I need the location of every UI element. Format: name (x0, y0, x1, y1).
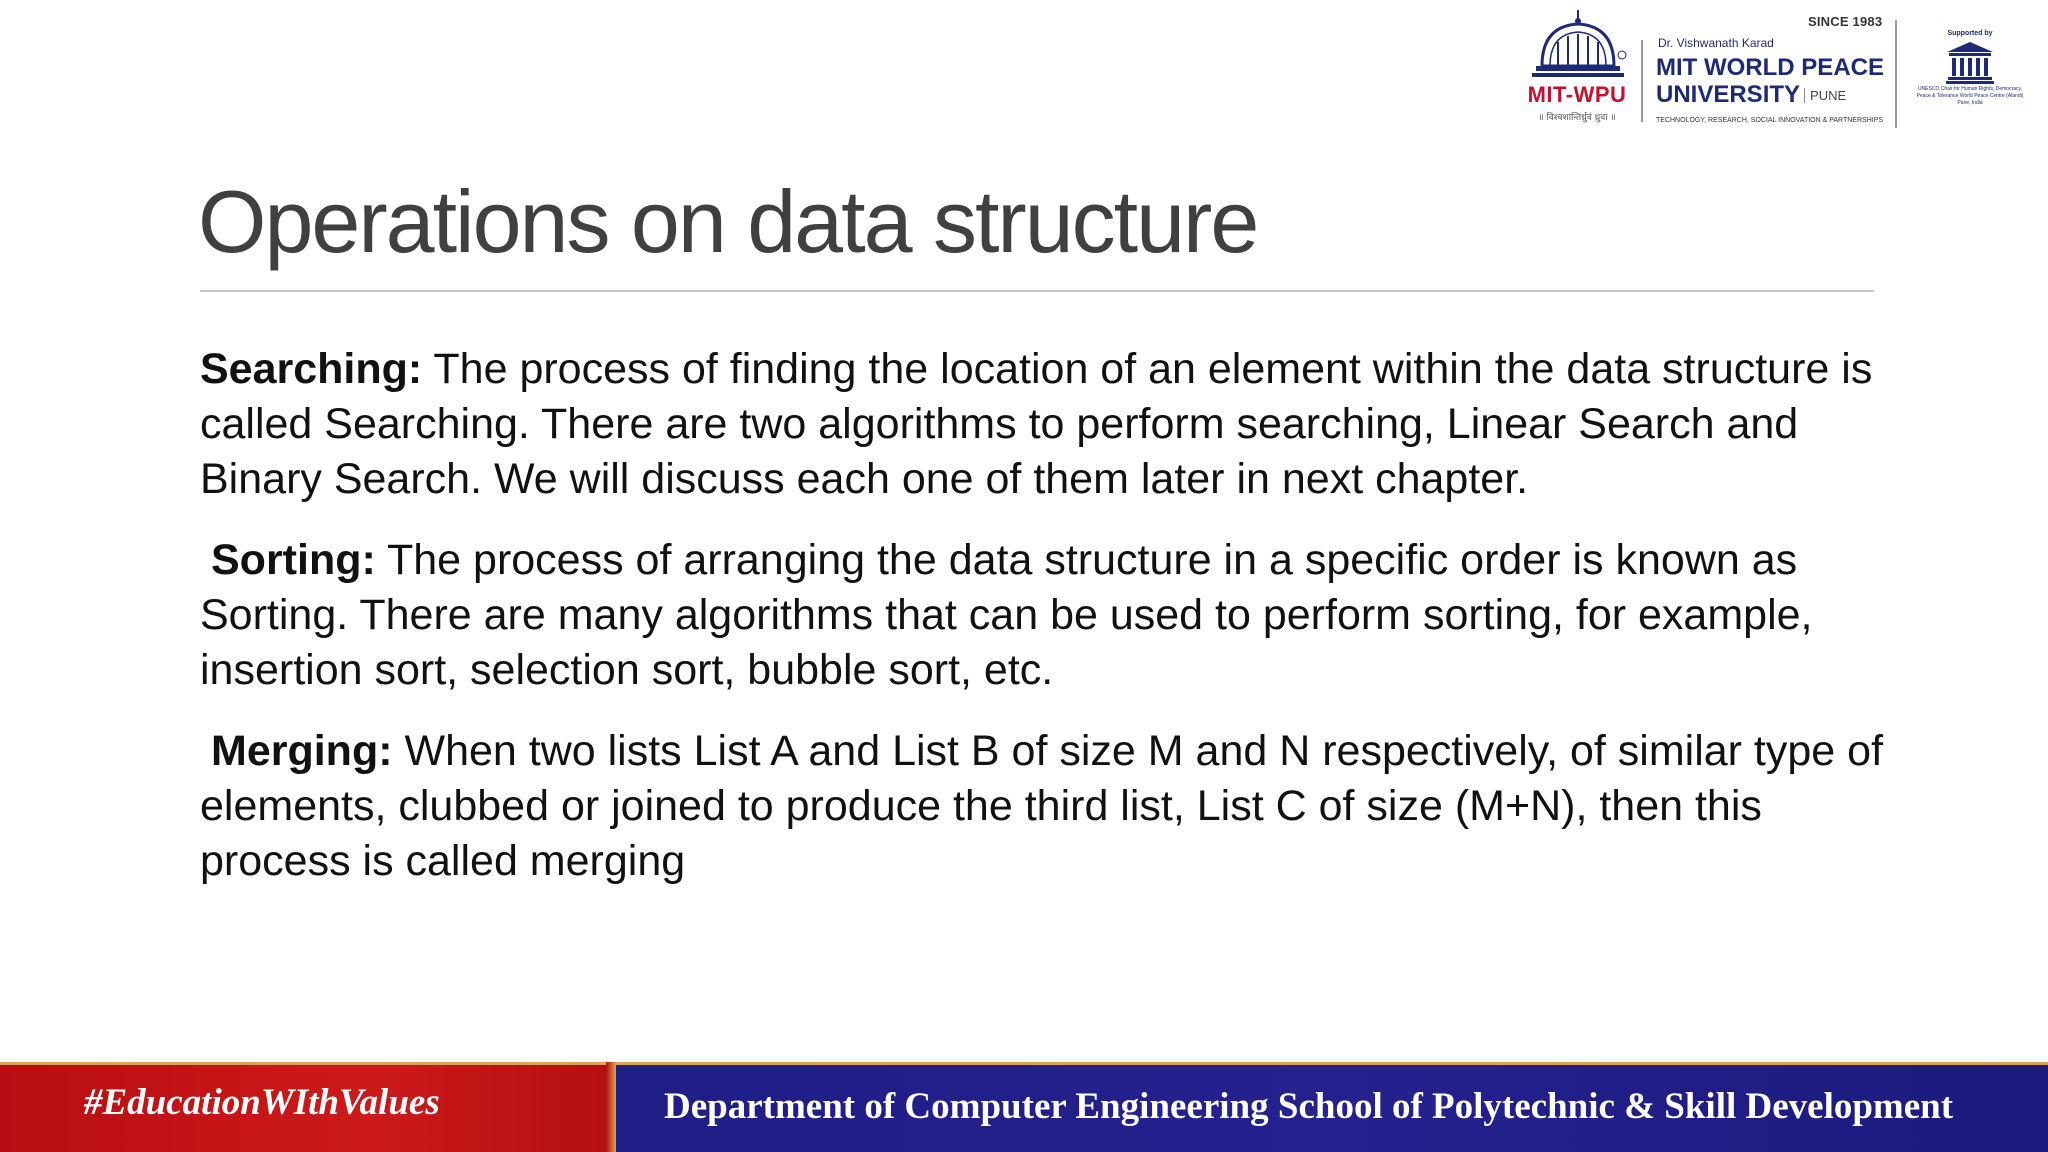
paragraph-text: The process of arranging the data structure in a specific order is known as Sorting. There are many algorithms that can be used to perform sorting, for example, insertion sort, selection sort, bubble sort, etc. (200, 536, 1813, 694)
dome-emblem-icon (1528, 8, 1628, 86)
city-label: PUNE (1804, 88, 1846, 103)
paragraph-searching (200, 342, 1920, 507)
footer-banner (0, 1062, 2048, 1152)
term-label: Merging: (211, 727, 393, 775)
footer-hashtag-panel (0, 1062, 614, 1152)
term-label: Searching: (200, 345, 423, 393)
slide-title: Operations on data structure (198, 172, 1258, 271)
since-label: SINCE 1983 (1808, 14, 1883, 29)
paragraph-text: When two lists List A and List B of size M and N respectively, of similar type of elements, clubbed or joined to produce the third list, List C of size (M+N), then this process is called merging (200, 727, 1884, 885)
paragraph-sorting (200, 533, 1920, 698)
university-name-block (1656, 36, 1886, 124)
supported-by-label: Supported by (1947, 30, 1993, 37)
unesco-temple-icon (1945, 40, 1995, 84)
mit-wpu-acronym: MIT-WPU (1527, 82, 1627, 107)
university-name-line2 (1656, 81, 1886, 109)
university-name-line1: MIT WORLD PEACE (1656, 54, 1884, 81)
footer-department-panel (616, 1062, 2048, 1152)
university-name-line2-text: UNIVERSITY (1656, 81, 1801, 108)
slide-body (200, 342, 1920, 915)
paragraph-merging (200, 724, 1920, 889)
title-divider (200, 290, 1874, 292)
unesco-chair-text: UNESCO Chair for Human Rights, Democracy, Peace & Tolerance World Peace Centre (Alandi) Pune, India (1916, 86, 2024, 106)
footer-separator (606, 1062, 616, 1152)
mit-wpu-logo (1520, 8, 1635, 128)
logo-divider (1641, 40, 1643, 122)
founder-name: Dr. Vishwanath Karad (1658, 36, 1774, 50)
university-subtitle: TECHNOLOGY, RESEARCH, SOCIAL INNOVATION & PARTNERSHIPS (1656, 117, 1884, 125)
department-label: Department of Computer Engineering School of Polytechnic & Skill Development (664, 1086, 1954, 1127)
term-label: Sorting: (211, 536, 376, 584)
logo-divider (1895, 20, 1897, 128)
mit-wpu-tagline: ॥ विश्वशान्तिर्ध्रुवं ध्रुवा ॥ (1538, 113, 1616, 123)
hashtag-label: #EducationWIthValues (84, 1082, 440, 1123)
paragraph-text: The process of finding the location of an element within the data structure is called Searching. There are two algorithms to perform searching, Linear Search and Binary Search. We will discuss each one of them later in next chapter. (200, 345, 1873, 503)
unesco-logo (1912, 30, 2028, 107)
